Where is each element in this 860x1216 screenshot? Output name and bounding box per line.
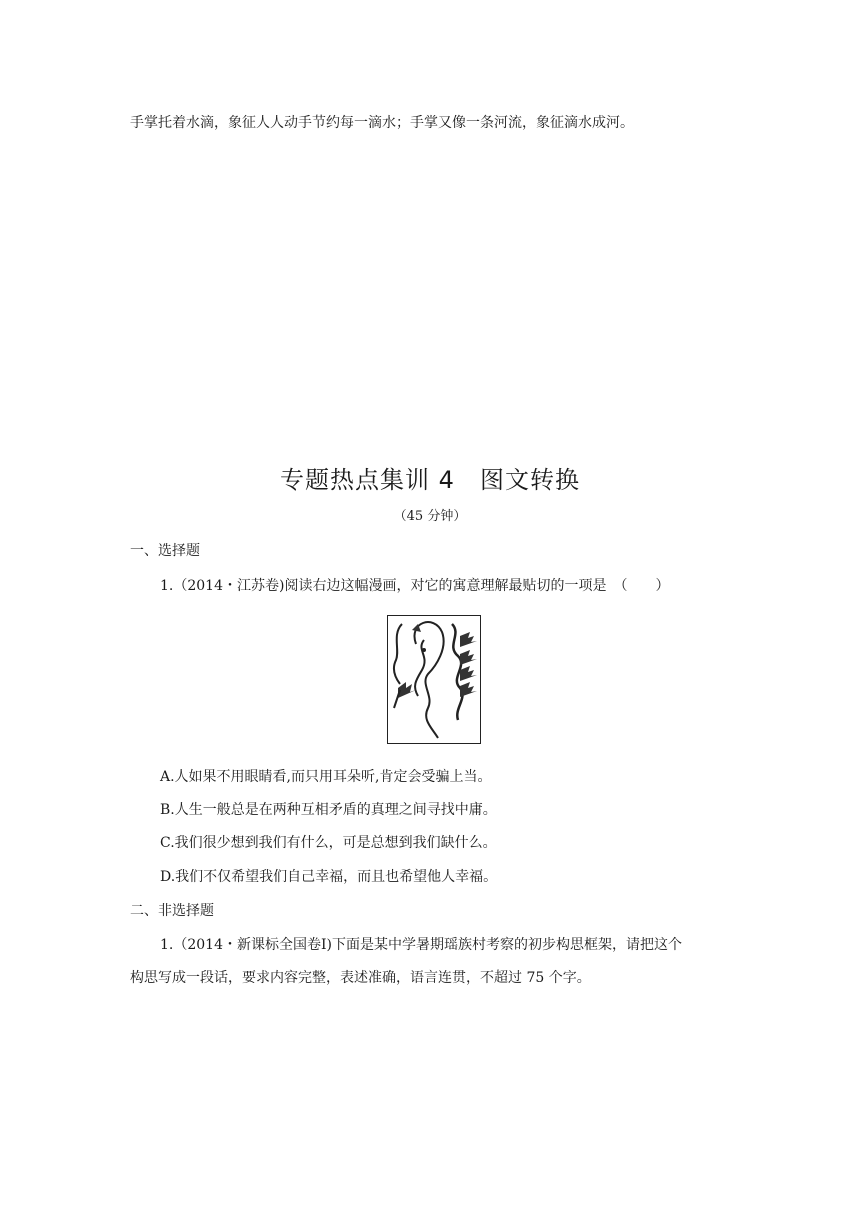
option-d: D.我们不仅希望我们自己幸福，而且也希望他人幸福。 <box>160 869 498 885</box>
cartoon-illustration <box>388 616 480 743</box>
option-a: A.人如果不用眼睛看,而只用耳朵听,肯定会受骗上当。 <box>160 769 492 785</box>
question-2-line1: 1.（2014・新课标全国卷Ⅰ)下面是某中学暑期瑶族村考察的初步构思框架，请把这个 <box>160 937 682 953</box>
section1-heading: 一、选择题 <box>130 543 200 559</box>
question-2-line2: 构思写成一段话，要求内容完整，表述准确，语言连贯，不超过 75 个字。 <box>130 970 591 986</box>
question-1-text: 1.（2014・江苏卷)阅读右边这幅漫画，对它的寓意理解最贴切的一项是 （ ） <box>160 578 670 594</box>
option-c: C.我们很少想到我们有什么，可是总想到我们缺什么。 <box>160 835 497 851</box>
page-title: 专题热点集训 4 图文转换 <box>280 466 580 494</box>
duration-label: （45 分钟） <box>393 509 467 524</box>
option-b: B.人生一般总是在两种互相矛盾的真理之间寻找中庸。 <box>160 802 497 818</box>
section2-heading: 二、非选择题 <box>130 903 214 919</box>
cartoon-image <box>387 615 481 744</box>
top-paragraph: 手掌托着水滴，象征人人动手节约每一滴水；手掌又像一条河流，象征滴水成河。 <box>130 115 634 131</box>
